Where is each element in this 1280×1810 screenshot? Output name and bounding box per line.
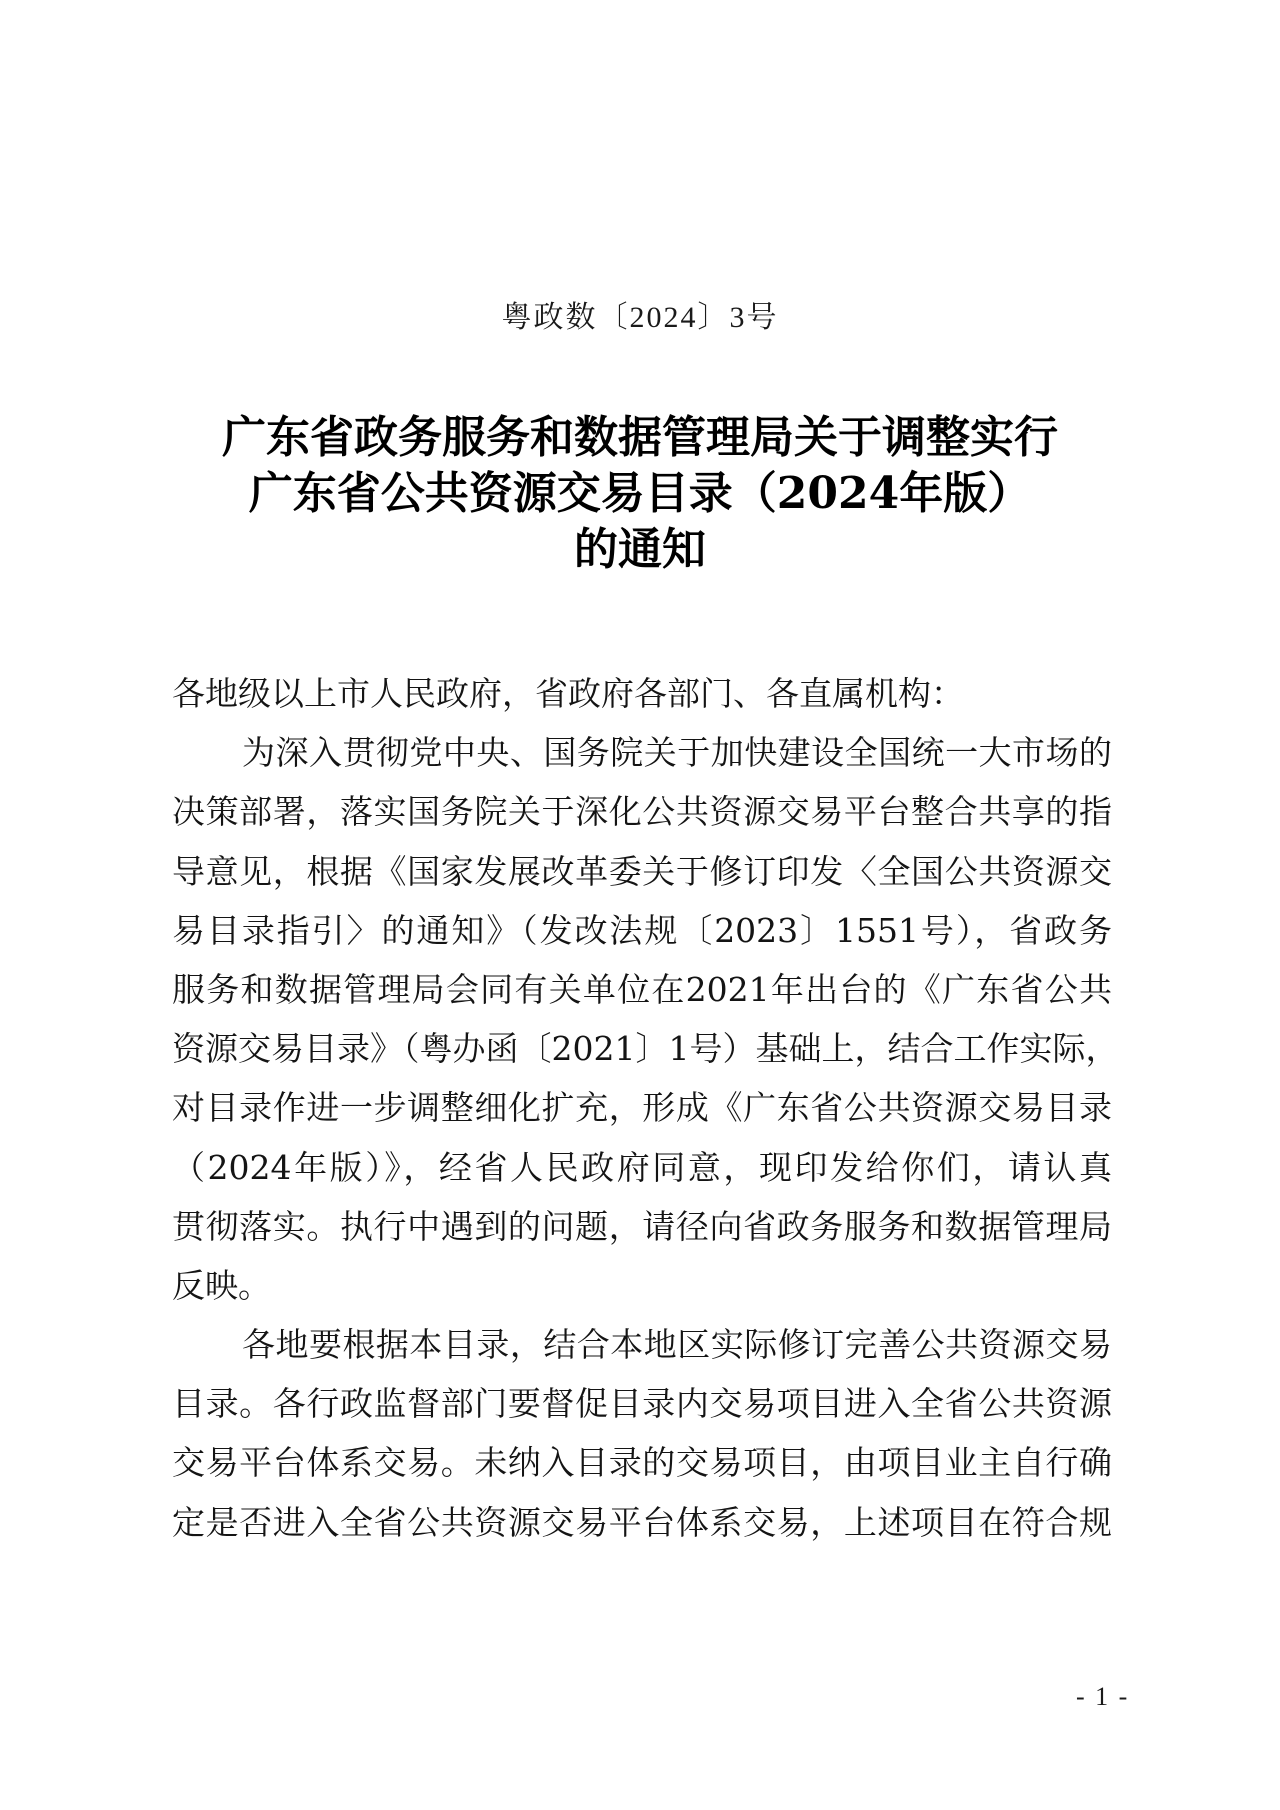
paragraph-2-line: 交易平台体系交易。未纳入目录的交易项目，由项目业主自行确 (172, 1443, 1112, 1483)
paragraph-1-line: 贯彻落实。执行中遇到的问题，请径向省政务服务和数据管理局 (172, 1206, 1112, 1246)
paragraph-1-line: 导意见，根据《国家发展改革委关于修订印发〈全国公共资源交 (172, 851, 1112, 891)
title-line-1: 广东省政务服务和数据管理局关于调整实行 (222, 412, 1058, 463)
paragraph-2-line: 目录。各行政监督部门要督促目录内交易项目进入全省公共资源 (172, 1384, 1112, 1424)
document-number: 粤政数〔2024〕3号 (501, 301, 779, 334)
paragraph-1-line: （2024年版）》，经省人民政府同意，现印发给你们，请认真 (172, 1147, 1112, 1187)
paragraph-1-line: 对目录作进一步调整细化扩充，形成《广东省公共资源交易目录 (172, 1088, 1112, 1128)
paragraph-1-line: 资源交易目录》（粤办函〔2021〕1号）基础上，结合工作实际， (172, 1029, 1119, 1069)
title-line-3: 的通知 (574, 524, 706, 575)
page-number: - 1 - (1076, 1682, 1130, 1711)
title-line-2: 广东省公共资源交易目录（2024年版） (248, 468, 1032, 519)
paragraph-2-line: 定是否进入全省公共资源交易平台体系交易，上述项目在符合规 (172, 1502, 1112, 1542)
paragraph-1-line: 服务和数据管理局会同有关单位在2021年出台的《广东省公共 (172, 969, 1112, 1009)
paragraph-1-line: 反映。 (172, 1265, 271, 1305)
paragraph-1-line: 为深入贯彻党中央、国务院关于加快建设全国统一大市场的 (242, 733, 1112, 773)
paragraph-2-line: 各地要根据本目录，结合本地区实际修订完善公共资源交易 (242, 1325, 1112, 1365)
paragraph-1-line: 决策部署，落实国务院关于深化公共资源交易平台整合共享的指 (172, 792, 1112, 832)
document-body (172, 664, 1119, 1552)
paragraph-1-line: 易目录指引〉的通知》（发改法规〔2023〕1551号），省政务 (172, 910, 1112, 950)
document-title (0, 410, 1280, 578)
salutation: 各地级以上市人民政府，省政府各部门、各直属机构： (172, 674, 964, 713)
